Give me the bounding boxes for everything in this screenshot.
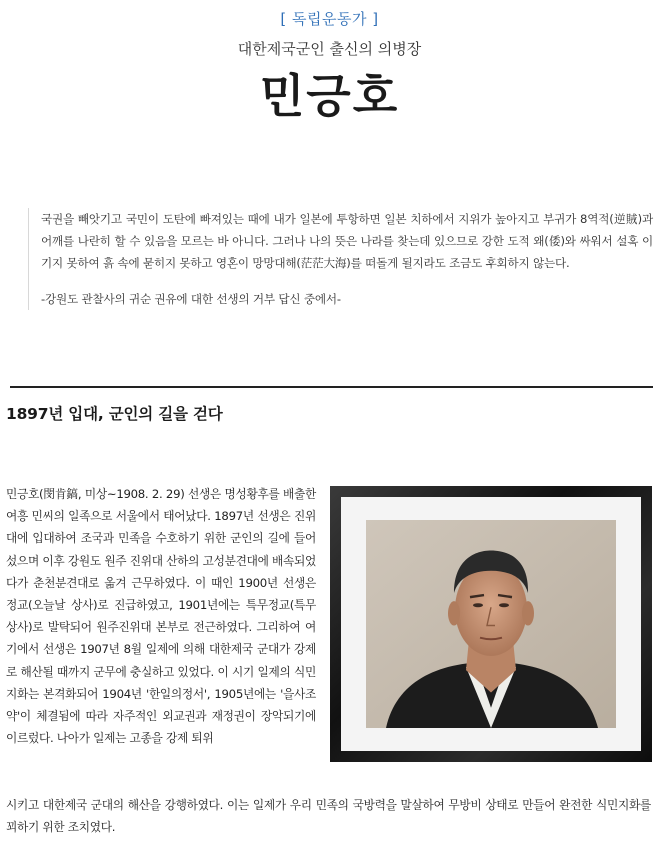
quote-block <box>28 208 653 310</box>
quote-source: -강원도 관찰사의 귀순 권유에 대한 선생의 거부 답신 중에서- <box>41 292 341 306</box>
page-title: 민긍호 <box>259 69 400 123</box>
section-heading: 1897년 입대, 군인의 길을 걷다 <box>6 405 223 423</box>
portrait-mat <box>341 497 641 751</box>
section-divider <box>10 386 653 388</box>
portrait-illustration <box>366 520 616 728</box>
quote-text: 국권을 빼앗기고 국민이 도탄에 빠져있는 때에 내가 일본에 투항하면 일본 치하에서 지위가 높아지고 부귀가 8역적(逆賊)과 어깨를 나란히 할 수 있음을 모르는 바 아니다. 그러나 나의 뜻은 나라를 찾는데 있으므로 강한 도적 왜(倭)와 싸워서 설혹 이기지 못하여 흙 속에 묻히지 못하고 영혼이 망망대해(茫茫大海)를 떠돌게 될지라도 조금도 후회하지 않는다. <box>41 212 653 270</box>
body-paragraph-continued: 시키고 대한제국 군대의 해산을 강행하였다. 이는 일제가 우리 민족의 국방력을 말살하여 무방비 상태로 만들어 완전한 식민지화를 꾀하기 위한 조치였다. <box>6 798 651 835</box>
category-label: [ 독립운동가 ] <box>280 10 379 28</box>
portrait-image <box>366 520 616 728</box>
page-subtitle: 대한제국군인 출신의 의병장 <box>237 40 422 58</box>
portrait-frame <box>330 486 652 762</box>
body-paragraph: 민긍호(閔肯鎬, 미상~1908. 2. 29) 선생은 명성황후를 배출한 여흥 민씨의 일족으로 서울에서 태어났다. 1897년 선생은 진위대에 입대하여 조국과 민족을 수호하기 위한 군인의 길에 들어섰으며 이후 강원도 원주 진위대 산하의 고성분견대에 배속되었다가 춘천분견대로 옮겨 근무하였다. 이 때인 1900년 선생은 정교(오늘날 상사)로 진급하였고, 1901년에는 특무정교(특무상사)로 발탁되어 원주진위대 본부로 전근하였다. 그리하여 여기에서 선생은 1907년 8월 일제에 의해 대한제국 군대가 강제로 해산될 때까지 군무에 충실하고 있었다. 이 시기 일제의 식민지화는 본격화되어 1904년 '한일의정서', 1905년에는 '을사조약'이 체결됨에 따라 자주적인 외교권과 재정권이 장악되기에 이르렀다. 나아가 일제는 고종을 강제 퇴위 <box>6 487 316 746</box>
